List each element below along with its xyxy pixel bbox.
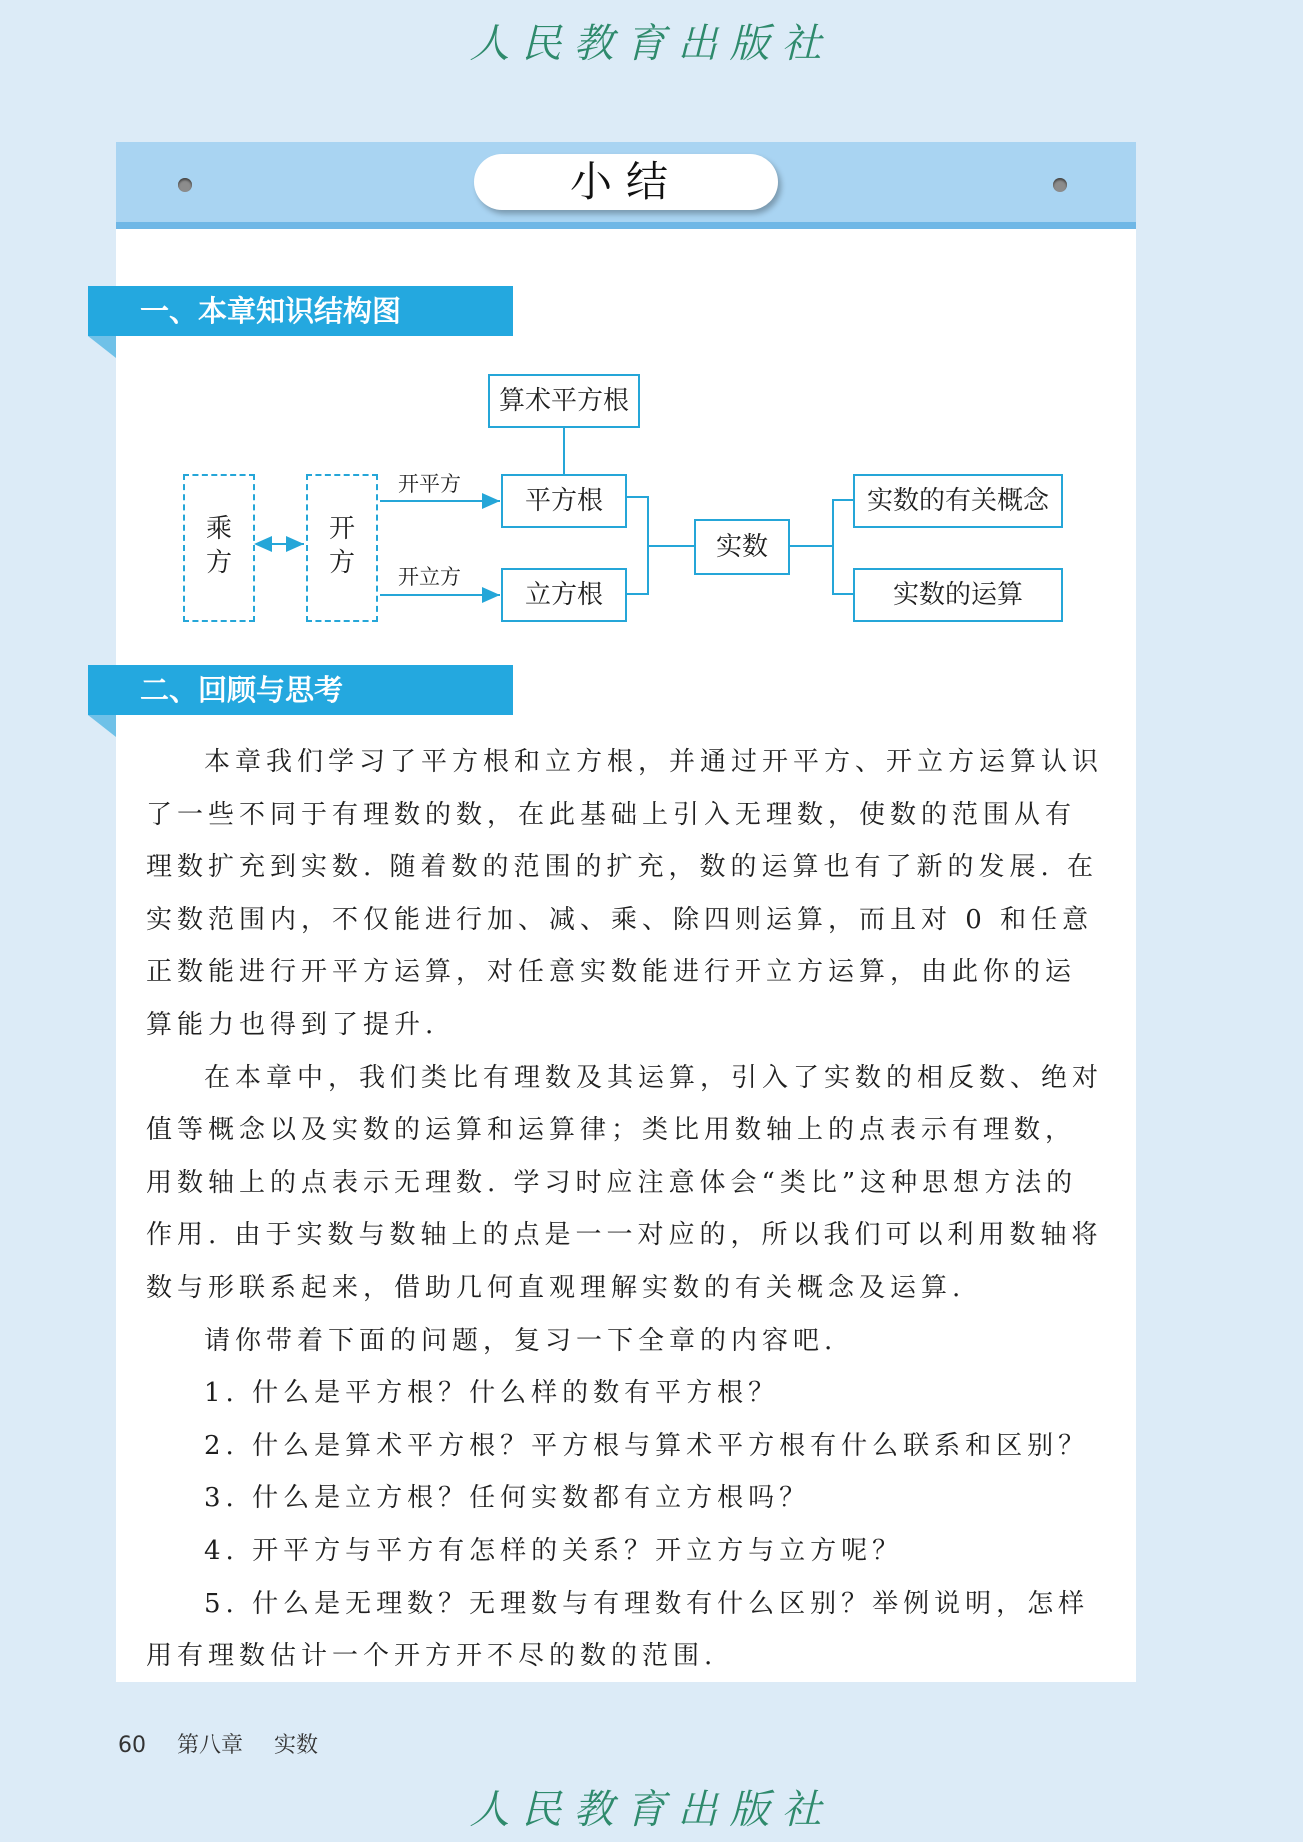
node-real-operations: 实数的运算	[853, 568, 1063, 622]
review-question: 4. 开平方与平方有怎样的关系？开立方与立方呢？	[204, 1535, 904, 1566]
review-text	[146, 736, 1106, 1683]
node-root-extraction	[306, 474, 378, 622]
node-real-number: 实数	[694, 519, 790, 575]
section-heading-structure: 一、本章知识结构图	[88, 286, 513, 336]
knowledge-structure-diagram	[0, 0, 1303, 700]
publisher-logo-bottom: 人民教育出版社	[469, 1787, 834, 1833]
node-power	[183, 474, 255, 622]
root-char-1: 开	[328, 514, 355, 544]
power-char-1: 乘	[205, 514, 232, 544]
paragraph: 请你带着下面的问题，复习一下全章的内容吧.	[204, 1325, 838, 1356]
node-square-root: 平方根	[501, 474, 627, 528]
label-kai-lifang: 开立方	[398, 565, 461, 589]
paragraph: 本章我们学习了平方根和立方根，并通过开平方、开立方运算认识了一些不同于有理数的数，在此基础上引入无理数，使数的范围从有理数扩充到实数. 随着数的范围的扩充，数的运算也有了新的发展. 在实数范围内，不仅能进行加、减、乘、除四则运算，而且对 0 和任意正数能进行开平方运算，对任意实数能进行开立方运算，由此你的运算能力也得到了提升.	[146, 747, 1104, 1040]
page-title: 小结	[474, 154, 778, 210]
power-char-2: 方	[205, 548, 232, 578]
page-number: 60	[118, 1733, 146, 1758]
node-real-concepts: 实数的有关概念	[853, 474, 1063, 528]
review-question: 3. 什么是立方根？任何实数都有立方根吗？	[204, 1483, 811, 1514]
chapter-title: 实数	[274, 1733, 319, 1758]
publisher-logo-top: 人民教育出版社	[469, 21, 834, 67]
page-footer	[118, 1728, 318, 1759]
bracket-real	[833, 500, 853, 594]
chapter-label: 第八章	[177, 1733, 244, 1758]
review-question: 1. 什么是平方根？什么样的数有平方根？	[204, 1378, 780, 1409]
node-cube-root: 立方根	[501, 568, 627, 622]
section-heading-review: 二、回顾与思考	[88, 665, 513, 715]
label-kai-pingfang: 开平方	[398, 472, 461, 496]
paragraph: 在本章中，我们类比有理数及其运算，引入了实数的相反数、绝对值等概念以及实数的运算和运算律；类比用数轴上的点表示有理数，用数轴上的点表示无理数. 学习时应注意体会“类比”这种思想方法的作用. 由于实数与数轴上的点是一一对应的，所以我们可以利用数轴将数与形联系起来，借助几何直观理解实数的有关概念及运算.	[146, 1062, 1104, 1303]
bracket-roots	[627, 497, 648, 594]
root-char-2: 方	[328, 548, 355, 578]
review-question: 2. 什么是算术平方根？平方根与算术平方根有什么联系和区别？	[204, 1430, 1090, 1461]
review-question: 5. 什么是无理数？无理数与有理数有什么区别？举例说明，怎样用有理数估计一个开方开不尽的数的范围.	[146, 1588, 1090, 1672]
node-arithmetic-square-root: 算术平方根	[488, 374, 640, 428]
section-fold	[88, 715, 116, 737]
